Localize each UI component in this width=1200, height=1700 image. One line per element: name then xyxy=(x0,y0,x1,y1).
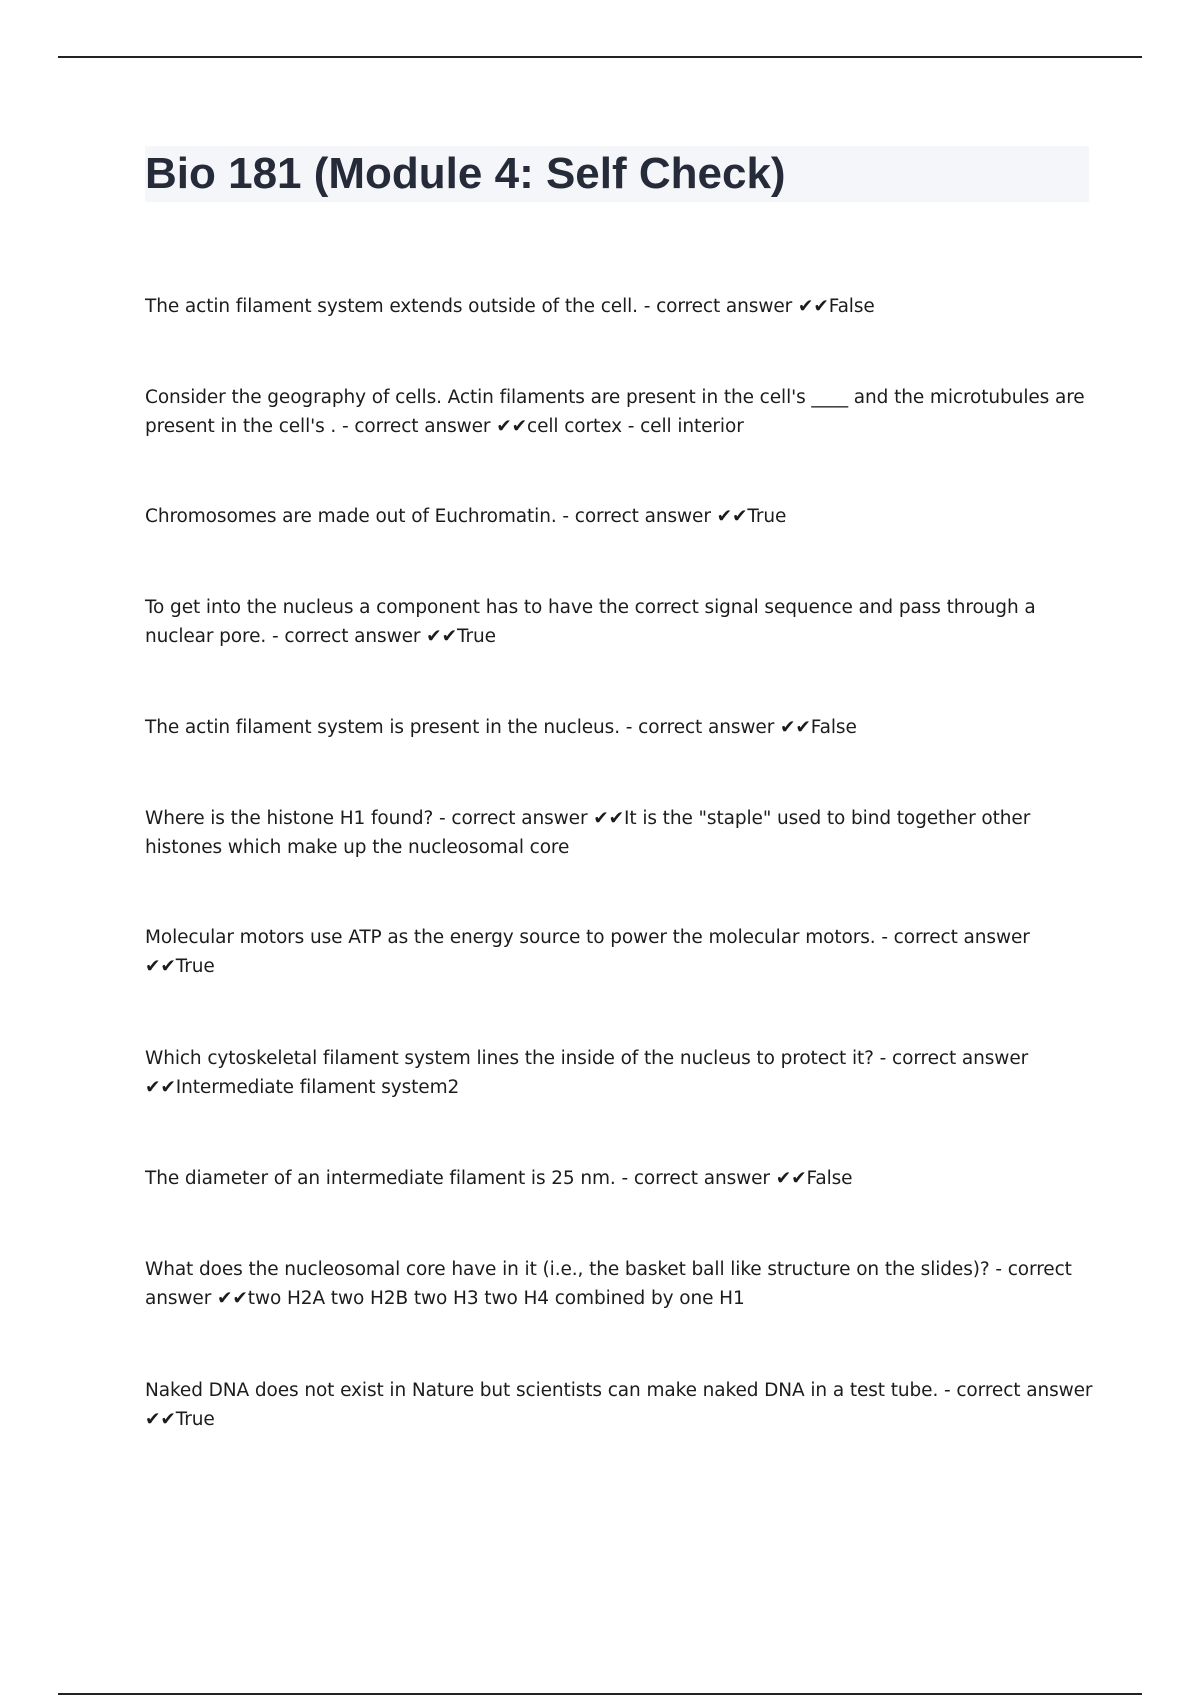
qa-item-2: Consider the geography of cells. Actin filaments are present in the cell's ____ and the microtubules are present in the cell's . - correct answer ✔✔cell cortex - cell interior xyxy=(145,387,1085,437)
qa-item-5: The actin filament system is present in the nucleus. - correct answer ✔✔False xyxy=(145,717,857,738)
qa-item-4: To get into the nucleus a component has to have the correct signal sequence and pass through a nuclear pore. - correct answer ✔✔True xyxy=(145,597,1036,647)
bottom-divider xyxy=(58,1693,1142,1695)
qa-item-8: Which cytoskeletal filament system lines the inside of the nucleus to protect it? - correct answer ✔✔Intermediate filament system2 xyxy=(145,1048,1029,1098)
qa-item-3: Chromosomes are made out of Euchromatin. - correct answer ✔✔True xyxy=(145,506,787,527)
qa-item-1: The actin filament system extends outside of the cell. - correct answer ✔✔False xyxy=(145,296,875,317)
qa-item-6: Where is the histone H1 found? - correct answer ✔✔It is the "staple" used to bind together other histones which make up the nucleosomal core xyxy=(145,808,1031,858)
page-title: Bio 181 (Module 4: Self Check) xyxy=(145,149,786,198)
qa-item-11: Naked DNA does not exist in Nature but scientists can make naked DNA in a test tube. - correct answer ✔✔True xyxy=(145,1380,1093,1430)
qa-item-7: Molecular motors use ATP as the energy source to power the molecular motors. - correct answer ✔✔True xyxy=(145,927,1030,977)
top-divider xyxy=(58,56,1142,58)
qa-item-9: The diameter of an intermediate filament is 25 nm. - correct answer ✔✔False xyxy=(145,1168,853,1189)
qa-item-10: What does the nucleosomal core have in it (i.e., the basket ball like structure on the slides)? - correct answer ✔✔two H2A two H2B two H3 two H4 combined by one H1 xyxy=(145,1259,1072,1309)
